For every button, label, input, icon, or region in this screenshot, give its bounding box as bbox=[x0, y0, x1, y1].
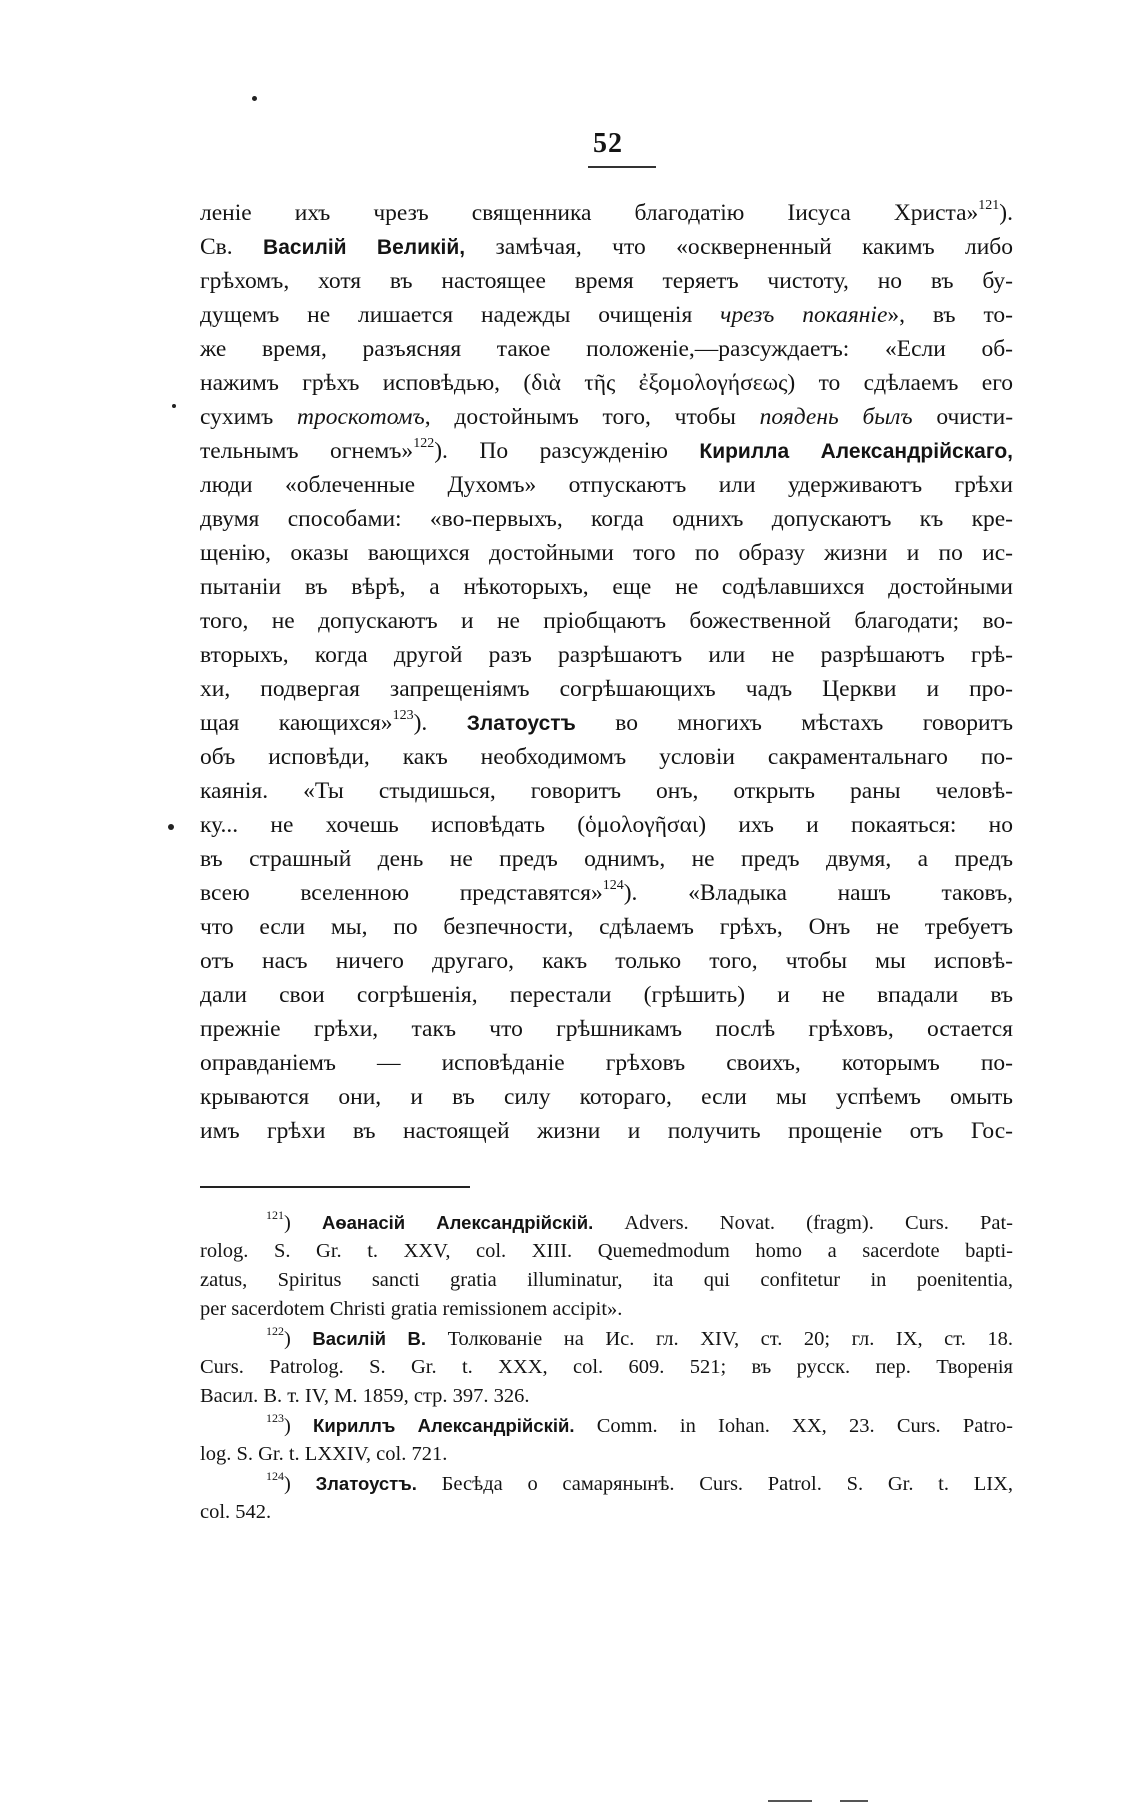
body-line bbox=[200, 842, 1013, 876]
text-run: объ исповѣди, какъ необходимомъ условіи сакраментальнаго по- bbox=[200, 744, 1013, 770]
body-line bbox=[200, 502, 1013, 536]
text-run: Advers. Novat. (fragm). Curs. Pat- bbox=[593, 1212, 1013, 1234]
text-run: очисти- bbox=[912, 404, 1014, 430]
stray-dot-top bbox=[252, 96, 257, 101]
text-run: ). По разсужденію bbox=[434, 438, 700, 464]
text-run: каянія. «Ты стыдишься, говоритъ онъ, открыть раны человѣ- bbox=[200, 778, 1013, 804]
emphasized-text: поядень былъ bbox=[759, 404, 913, 430]
text-run: щенію, оказы вающихся достойными того по образу жизни и по ис- bbox=[200, 540, 1013, 566]
emphasized-text: чрезъ покаяніе bbox=[720, 302, 888, 328]
text-run: сухимъ bbox=[200, 404, 297, 430]
text-run: хи, подвергая запрещеніямъ согрѣшающихъ чадъ Церкви и про- bbox=[200, 676, 1013, 702]
body-line bbox=[200, 944, 1013, 978]
text-run: per sacerdotem Christi gratia remissionem accipit». bbox=[200, 1298, 623, 1320]
author-name: Кириллъ Александрійскій. bbox=[313, 1415, 575, 1436]
page-number: 52 bbox=[593, 128, 623, 159]
footnote bbox=[200, 1324, 1013, 1411]
text-run: что если мы, по безпечности, сдѣлаемъ грѣхъ, Онъ не требуетъ bbox=[200, 914, 1013, 940]
text-run: въ страшный день не предъ однимъ, не предъ двумя, а предъ bbox=[200, 846, 1013, 872]
author-name: Василій Великій, bbox=[263, 236, 466, 259]
text-run: двумя способами: «во-первыхъ, когда однихъ допускаютъ къ кре- bbox=[200, 506, 1013, 532]
text-run: прежніе грѣхи, такъ что грѣшникамъ послѣ грѣховъ, остается bbox=[200, 1016, 1013, 1042]
text-run: грѣхомъ, хотя въ настоящее время теряетъ чистоту, но въ бу- bbox=[200, 268, 1013, 294]
body-line bbox=[200, 536, 1013, 570]
body-line bbox=[200, 570, 1013, 604]
footnote-reference: 124 bbox=[602, 878, 624, 894]
text-run: ) bbox=[284, 1328, 313, 1350]
body-line bbox=[200, 910, 1013, 944]
emphasized-text: троскотомъ bbox=[296, 404, 425, 430]
text-run: col. 542. bbox=[200, 1501, 272, 1523]
text-run: ) bbox=[284, 1212, 322, 1234]
text-run: », въ то- bbox=[887, 302, 1014, 328]
page-number-rule bbox=[588, 166, 656, 168]
text-run: люди «облеченные Духомъ» отпускаютъ или удерживаютъ грѣхи bbox=[200, 472, 1013, 498]
footnote-line bbox=[200, 1295, 1013, 1324]
footnote-line bbox=[200, 1266, 1013, 1295]
text-run: ) bbox=[284, 1473, 316, 1495]
body-line bbox=[200, 672, 1013, 706]
footnote bbox=[200, 1469, 1013, 1527]
text-run: леніе ихъ чрезъ священника благодатію Іисуса Христа» bbox=[200, 200, 979, 226]
text-run: log. S. Gr. t. LXXIV, col. 721. bbox=[200, 1443, 448, 1465]
footnote-reference: 122 bbox=[266, 1324, 284, 1339]
text-run: того, не допускаютъ и не пріобщаютъ божественной благодати; во- bbox=[200, 608, 1013, 634]
text-run: нажимъ грѣхъ исповѣдью, (διὰ τῆς ἐξομολογήσεως) то сдѣлаемъ его bbox=[200, 370, 1013, 396]
text-run: вторыхъ, когда другой разъ разрѣшаютъ или не разрѣшаютъ грѣ- bbox=[200, 642, 1013, 668]
footnote-reference: 123 bbox=[266, 1411, 284, 1426]
footnote-line bbox=[200, 1411, 1013, 1440]
footnote bbox=[200, 1411, 1013, 1469]
text-run: ку... не хочешь исповѣдать (ὁμολογῆσαι) ихъ и покаяться: но bbox=[200, 812, 1013, 838]
body-line bbox=[200, 468, 1013, 502]
text-run: ) bbox=[284, 1415, 314, 1437]
body-line bbox=[200, 230, 1013, 264]
text-run: Васил. В. т. IV, М. 1859, стр. 397. 326. bbox=[200, 1385, 530, 1407]
body-line bbox=[200, 1080, 1013, 1114]
text-run: крываются они, и въ силу котораго, если мы успѣемъ омыть bbox=[200, 1084, 1013, 1110]
footnote-line bbox=[200, 1353, 1013, 1382]
text-run: дущемъ не лишается надежды очищенія bbox=[200, 302, 721, 328]
text-run: пытаніи въ вѣрѣ, а нѣкоторыхъ, еще не содѣлавшихся достойными bbox=[200, 574, 1013, 600]
footnote-line bbox=[200, 1469, 1013, 1498]
body-line bbox=[200, 774, 1013, 808]
body-line bbox=[200, 604, 1013, 638]
text-run: замѣчая, что «оскверненный какимъ либо bbox=[465, 234, 1013, 260]
bottom-rule-left bbox=[768, 1800, 812, 1802]
footnote-line bbox=[200, 1440, 1013, 1469]
footnote-reference: 124 bbox=[266, 1469, 284, 1484]
footnote-reference: 123 bbox=[392, 708, 414, 724]
text-run: отъ насъ ничего другаго, какъ только того, чтобы мы исповѣ- bbox=[200, 948, 1013, 974]
body-line bbox=[200, 638, 1013, 672]
footnote-line bbox=[200, 1208, 1013, 1237]
footnote-line bbox=[200, 1498, 1013, 1527]
body-line bbox=[200, 366, 1013, 400]
footnote-reference: 121 bbox=[978, 198, 1000, 214]
text-run: щая кающихся» bbox=[200, 710, 393, 736]
text-run: Св. bbox=[200, 234, 264, 260]
text-run: rolog. S. Gr. t. XXV, col. XIII. Quemedmodum homo a sacerdote bapti- bbox=[200, 1240, 1013, 1262]
text-run: Curs. Patrolog. S. Gr. t. XXX, col. 609. 521; въ русск. пер. Творенія bbox=[200, 1356, 1013, 1378]
text-run: во многихъ мѣстахъ говоритъ bbox=[575, 710, 1013, 736]
footnotes bbox=[200, 1208, 1013, 1527]
text-run: ). «Владыка нашъ таковъ, bbox=[623, 880, 1013, 906]
body-line bbox=[200, 1012, 1013, 1046]
text-run: ). bbox=[413, 710, 467, 736]
body-line bbox=[200, 434, 1013, 468]
footnote-separator bbox=[200, 1186, 470, 1188]
footnote-line bbox=[200, 1382, 1013, 1411]
text-run: Толкованіе на Ис. гл. XIV, ст. 20; гл. IX, ст. 18. bbox=[426, 1328, 1013, 1350]
stray-dot-margin-2 bbox=[168, 824, 174, 830]
body-line bbox=[200, 1114, 1013, 1148]
footnote-line bbox=[200, 1324, 1013, 1353]
body-line bbox=[200, 876, 1013, 910]
author-name: Василій В. bbox=[312, 1328, 427, 1349]
body-line bbox=[200, 706, 1013, 740]
bottom-rule-right bbox=[840, 1800, 868, 1802]
body-text bbox=[200, 196, 1013, 1148]
body-line bbox=[200, 740, 1013, 774]
text-run: zatus, Spiritus sancti gratia illuminatur, ita qui confitetur in poenitentia, bbox=[200, 1269, 1013, 1291]
text-run: всею вселенною представятся» bbox=[200, 880, 603, 906]
text-run: оправданіемъ — исповѣданіе грѣховъ своихъ, которымъ по- bbox=[200, 1050, 1013, 1076]
body-line bbox=[200, 264, 1013, 298]
text-run: Comm. in Iohan. XX, 23. Curs. Patro- bbox=[574, 1415, 1013, 1437]
body-line bbox=[200, 978, 1013, 1012]
text-run: дали свои согрѣшенія, перестали (грѣшить) и не впадали въ bbox=[200, 982, 1013, 1008]
text-run: тельнымъ огнемъ» bbox=[200, 438, 414, 464]
text-run: же время, разъясняя такое положеніе,—разсуждаетъ: «Если об- bbox=[200, 336, 1013, 362]
body-line bbox=[200, 1046, 1013, 1080]
footnote bbox=[200, 1208, 1013, 1324]
text-run: Бесѣда о самарянынѣ. Curs. Patrol. S. Gr. t. LIX, bbox=[416, 1473, 1014, 1495]
author-name: Аѳанасій Александрійскій. bbox=[321, 1212, 594, 1233]
author-name: Кирилла Александрійскаго, bbox=[699, 440, 1013, 463]
footnote-reference: 121 bbox=[266, 1208, 284, 1223]
body-line bbox=[200, 332, 1013, 366]
text-run: ). bbox=[999, 200, 1013, 226]
body-line bbox=[200, 298, 1013, 332]
body-line bbox=[200, 400, 1013, 434]
author-name: Златоустъ bbox=[466, 712, 576, 735]
stray-dot-margin bbox=[172, 404, 176, 408]
text-run: имъ грѣхи въ настоящей жизни и получить прощеніе отъ Гос- bbox=[200, 1118, 1013, 1144]
footnote-line bbox=[200, 1237, 1013, 1266]
body-line bbox=[200, 808, 1013, 842]
body-line bbox=[200, 196, 1013, 230]
text-run: , достойнымъ того, чтобы bbox=[424, 404, 760, 430]
footnote-reference: 122 bbox=[413, 436, 435, 452]
author-name: Златоустъ. bbox=[315, 1473, 417, 1494]
